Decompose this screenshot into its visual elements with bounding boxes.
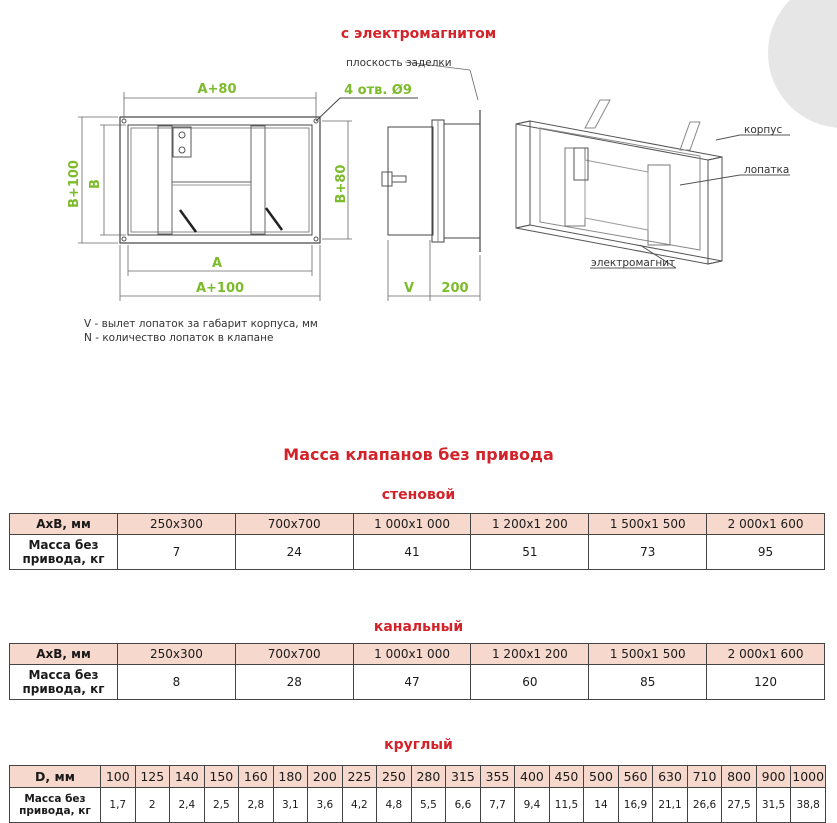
mass-cell: 38,8 bbox=[791, 788, 826, 823]
duct-table-title: канальный bbox=[373, 619, 464, 635]
mass-cell: 3,6 bbox=[308, 788, 343, 823]
size-cell: 2 000х1 600 bbox=[707, 644, 825, 665]
diameter-cell: 1000 bbox=[791, 766, 826, 788]
diameter-cell: 400 bbox=[515, 766, 550, 788]
value-label: Масса без привода, кг bbox=[10, 665, 118, 700]
side-view bbox=[382, 110, 480, 252]
table-value-row bbox=[10, 665, 825, 700]
front-view bbox=[120, 98, 418, 243]
mass-cell: 2,5 bbox=[204, 788, 239, 823]
diameter-cell: 140 bbox=[170, 766, 205, 788]
technical-drawing bbox=[0, 50, 837, 320]
mass-cell: 26,6 bbox=[687, 788, 722, 823]
diameter-cell: 900 bbox=[756, 766, 791, 788]
size-cell: 1 500х1 500 bbox=[589, 644, 707, 665]
diameter-cell: 315 bbox=[446, 766, 481, 788]
mass-cell: 2,4 bbox=[170, 788, 205, 823]
dim-a: A bbox=[211, 256, 223, 271]
diameter-cell: 800 bbox=[722, 766, 757, 788]
mass-cell: 2,8 bbox=[239, 788, 274, 823]
mass-cell: 4,8 bbox=[377, 788, 412, 823]
mass-cell: 4,2 bbox=[342, 788, 377, 823]
diameter-cell: 280 bbox=[411, 766, 446, 788]
mass-cell: 21,1 bbox=[653, 788, 688, 823]
note-n: N - количество лопаток в клапане bbox=[84, 332, 274, 344]
size-cell: 2 000х1 600 bbox=[707, 514, 825, 535]
main-heading: Масса клапанов без привода bbox=[283, 445, 554, 464]
size-cell: 700х700 bbox=[235, 644, 353, 665]
table-header-row bbox=[10, 644, 825, 665]
mass-cell: 8 bbox=[118, 665, 236, 700]
mass-cell: 5,5 bbox=[411, 788, 446, 823]
table-header-row bbox=[10, 766, 826, 788]
diameter-cell: 100 bbox=[101, 766, 136, 788]
mass-cell: 7 bbox=[118, 535, 236, 570]
wall-table-title: стеновой bbox=[381, 487, 456, 503]
value-label: Масса без привода, кг bbox=[10, 788, 101, 823]
value-label: Масса без привода, кг bbox=[10, 535, 118, 570]
diameter-cell: 250 bbox=[377, 766, 412, 788]
dim-b80: B+80 bbox=[334, 164, 349, 204]
diameter-cell: 160 bbox=[239, 766, 274, 788]
diameter-cell: 500 bbox=[584, 766, 619, 788]
size-cell: 1 000х1 000 bbox=[353, 514, 471, 535]
dim-b100: B+100 bbox=[67, 160, 82, 208]
mass-cell: 31,5 bbox=[756, 788, 791, 823]
mass-cell: 11,5 bbox=[549, 788, 584, 823]
diameter-cell: 630 bbox=[653, 766, 688, 788]
note-v: V - вылет лопаток за габарит корпуса, мм bbox=[84, 318, 318, 330]
table-header-row bbox=[10, 514, 825, 535]
mass-cell: 7,7 bbox=[480, 788, 515, 823]
diameter-cell: 180 bbox=[273, 766, 308, 788]
dim-b: B bbox=[88, 179, 103, 189]
mass-cell: 3,1 bbox=[273, 788, 308, 823]
dim-depth: 200 bbox=[441, 281, 469, 296]
dim-a100: A+100 bbox=[195, 281, 245, 296]
size-cell: 1 200х1 200 bbox=[471, 514, 589, 535]
size-cell: 700х700 bbox=[235, 514, 353, 535]
mass-cell: 6,6 bbox=[446, 788, 481, 823]
size-cell: 1 000х1 000 bbox=[353, 644, 471, 665]
dim-v: V bbox=[403, 281, 415, 296]
diameter-cell: 710 bbox=[687, 766, 722, 788]
mass-cell: 51 bbox=[471, 535, 589, 570]
mass-cell: 95 bbox=[707, 535, 825, 570]
header-label: АхВ, мм bbox=[10, 644, 118, 665]
table-value-row bbox=[10, 535, 825, 570]
mass-cell: 24 bbox=[235, 535, 353, 570]
mass-cell: 120 bbox=[707, 665, 825, 700]
label-magnet: электромагнит bbox=[591, 257, 676, 269]
diameter-cell: 200 bbox=[308, 766, 343, 788]
mass-cell: 47 bbox=[353, 665, 471, 700]
table-value-row bbox=[10, 788, 826, 823]
mass-cell: 16,9 bbox=[618, 788, 653, 823]
dim-holes: 4 отв. Ø9 bbox=[344, 83, 412, 98]
duct-mass-table bbox=[9, 643, 825, 700]
size-cell: 1 200х1 200 bbox=[471, 644, 589, 665]
header-label: D, мм bbox=[10, 766, 101, 788]
mass-cell: 14 bbox=[584, 788, 619, 823]
diameter-cell: 225 bbox=[342, 766, 377, 788]
round-table-title: круглый bbox=[384, 737, 453, 753]
mass-cell: 41 bbox=[353, 535, 471, 570]
mass-cell: 73 bbox=[589, 535, 707, 570]
diameter-cell: 450 bbox=[549, 766, 584, 788]
size-cell: 250х300 bbox=[118, 514, 236, 535]
notes bbox=[84, 317, 318, 345]
diameter-cell: 125 bbox=[135, 766, 170, 788]
label-blade: лопатка bbox=[744, 164, 790, 176]
round-mass-table bbox=[9, 765, 826, 823]
size-cell: 250х300 bbox=[118, 644, 236, 665]
mass-cell: 2 bbox=[135, 788, 170, 823]
label-plane: плоскость заделки bbox=[346, 57, 452, 69]
mass-cell: 28 bbox=[235, 665, 353, 700]
wall-mass-table bbox=[9, 513, 825, 570]
mass-cell: 85 bbox=[589, 665, 707, 700]
mass-cell: 27,5 bbox=[722, 788, 757, 823]
mass-cell: 9,4 bbox=[515, 788, 550, 823]
header-label: АхВ, мм bbox=[10, 514, 118, 535]
dim-a80: A+80 bbox=[197, 82, 237, 97]
mass-cell: 60 bbox=[471, 665, 589, 700]
label-body: корпус bbox=[744, 124, 783, 136]
mass-cell: 1,7 bbox=[101, 788, 136, 823]
diameter-cell: 355 bbox=[480, 766, 515, 788]
drawing-title: с электромагнитом bbox=[340, 26, 497, 42]
diameter-cell: 150 bbox=[204, 766, 239, 788]
diameter-cell: 560 bbox=[618, 766, 653, 788]
size-cell: 1 500х1 500 bbox=[589, 514, 707, 535]
